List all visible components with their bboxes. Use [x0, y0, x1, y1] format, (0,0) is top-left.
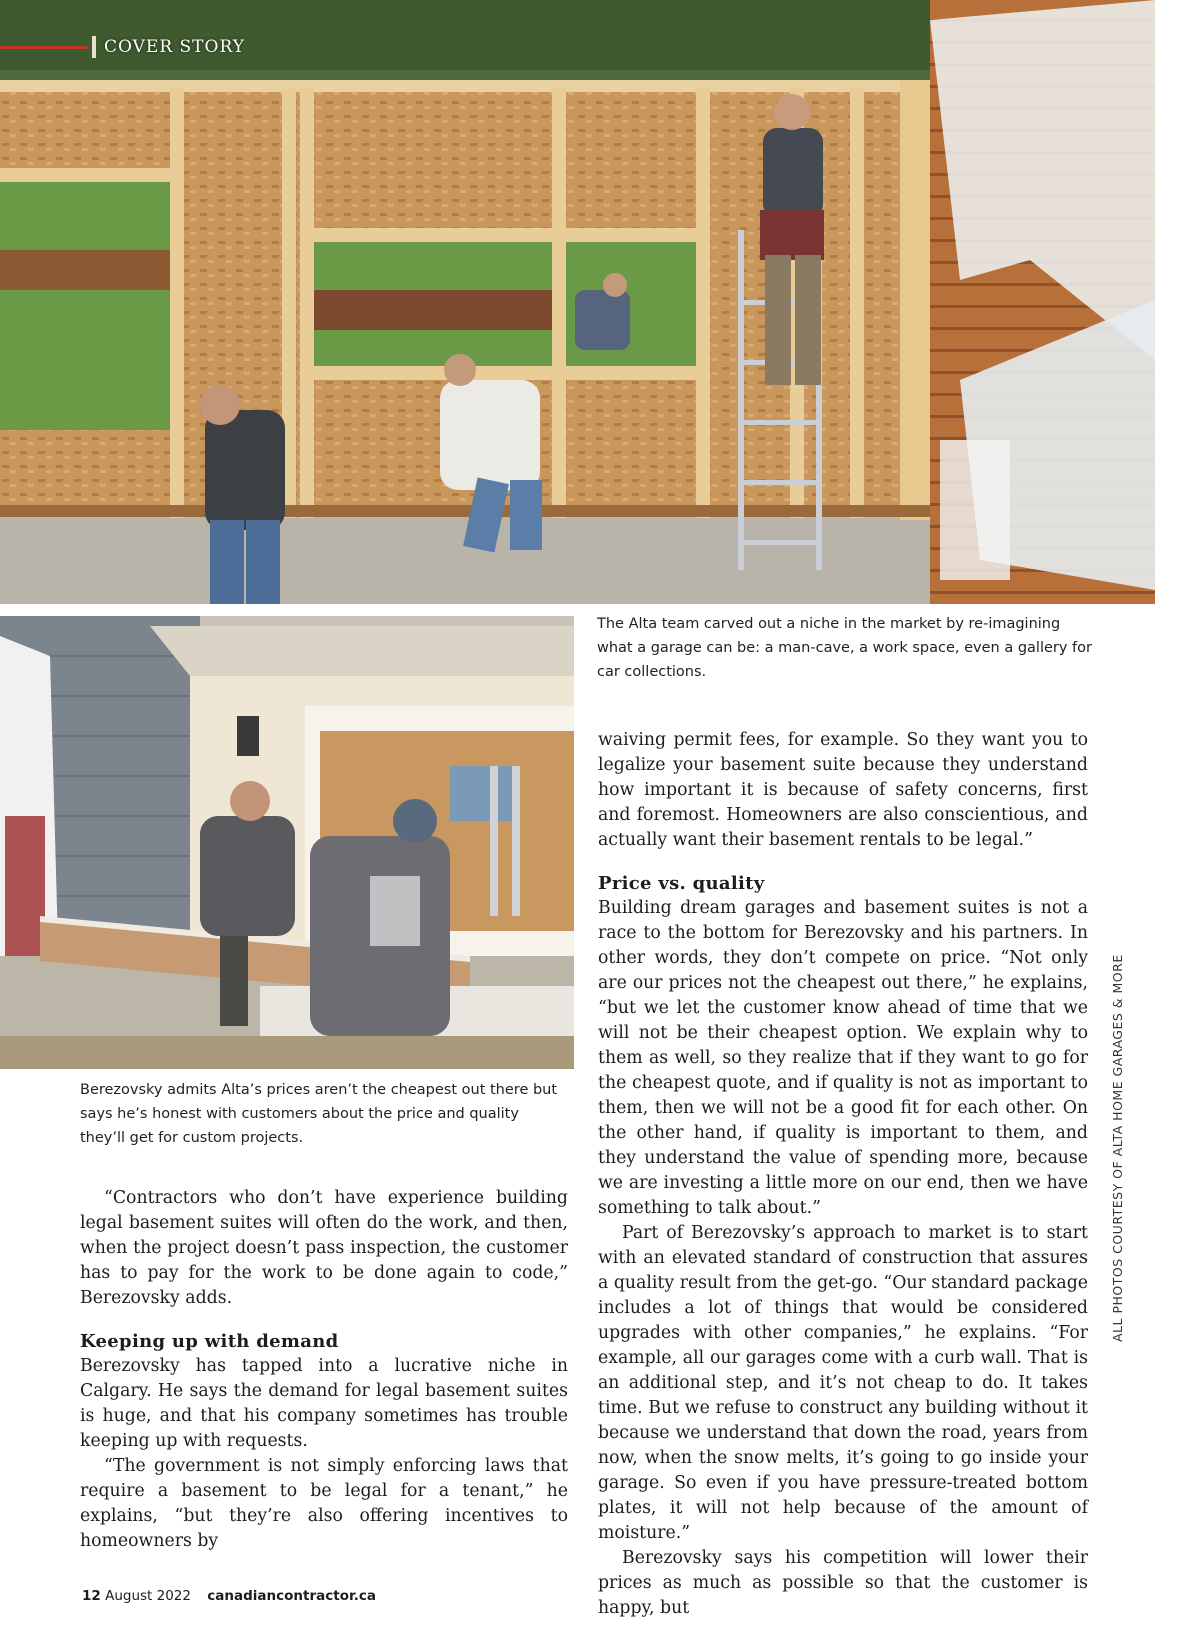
left-paragraph-1: “Contractors who don’t have experience building legal basement suites will often do the work, and then, when the project doesn’t pass inspection, the customer has to pay for the work to be done again to code,” Berezovsky adds. — [80, 1188, 568, 1308]
section-tag — [0, 30, 245, 64]
left-column — [80, 1186, 568, 1554]
photo-drywall-carry — [0, 616, 574, 1069]
left-paragraph-3: “The government is not simply enforcing laws that require a basement to be legal for a tenant,” he explains, “but they’re also offering incentives to homeowners by — [80, 1456, 568, 1551]
issue-date: August 2022 — [105, 1588, 191, 1604]
caption-left-photo: Berezovsky admits Alta’s prices aren’t the cheapest out there but says he’s honest with customers about the price and quality they’ll get for custom projects. — [80, 1082, 558, 1146]
photo-garage-framing — [0, 0, 1155, 604]
site-link[interactable]: canadiancontractor.ca — [207, 1588, 376, 1604]
right-paragraph-2: Building dream garages and basement suites is not a race to the bottom for Berezovsky and his partners. In other words, they don’t compete on price. “Not only are our prices not the cheapest out there,” he explains, “but we let the customer know ahead of time that we will not be their cheapest option. We explain why to them as well, so they realize that if they want to go for the cheapest quote, and if quality is not as important to them, then we will not be a good fit for each other. On the other hand, if quality is important to them, and they understand the value of spending more, because we are investing a little more on our end, then we have something to talk about.” — [598, 898, 1088, 1218]
left-paragraph-2: Berezovsky has tapped into a lucrative niche in Calgary. He says the demand for legal basement suites is huge, and that his company sometimes has trouble keeping up with requests. — [80, 1356, 568, 1451]
heading-price-quality: Price vs. quality — [598, 873, 765, 894]
right-paragraph-1: waiving permit fees, for example. So they want you to legalize your basement suite because they understand how important it is because of safety concerns, first and foremost. Homeowners are also conscientious, and actually want their basement rentals to be legal.” — [598, 730, 1088, 850]
right-paragraph-4: Berezovsky says his competition will lower their prices as much as possible so that the customer is happy, but — [598, 1548, 1088, 1618]
section-label: COVER STORY — [104, 37, 245, 57]
section-tag-mark — [0, 36, 96, 58]
heading-keeping-up: Keeping up with demand — [80, 1331, 339, 1352]
photo-credit-text: ALL PHOTOS COURTESY OF ALTA HOME GARAGES & MORE — [1110, 954, 1125, 1342]
page-number: 12 — [82, 1588, 101, 1604]
right-column — [598, 728, 1088, 1621]
caption-top-photo: The Alta team carved out a niche in the market by re-imagining what a garage can be: a man-cave, a work space, even a gallery for car collections. — [597, 616, 1092, 680]
right-paragraph-3: Part of Berezovsky’s approach to market is to start with an elevated standard of construction that assures a quality result from the get-go. “Our standard package includes a lot of things that would be considered upgrades with other companies,” he explains. “For example, all our garages come with a curb wall. That is an additional step, and it’s not cheap to do. It takes time. But we refuse to construct any building without it because we understand that down the road, years from now, when the snow melts, it’s going to go inside your garage. So even if you have pressure-treated bottom plates, it will not help because of the amount of moisture.” — [598, 1223, 1088, 1543]
folio — [82, 1588, 376, 1604]
